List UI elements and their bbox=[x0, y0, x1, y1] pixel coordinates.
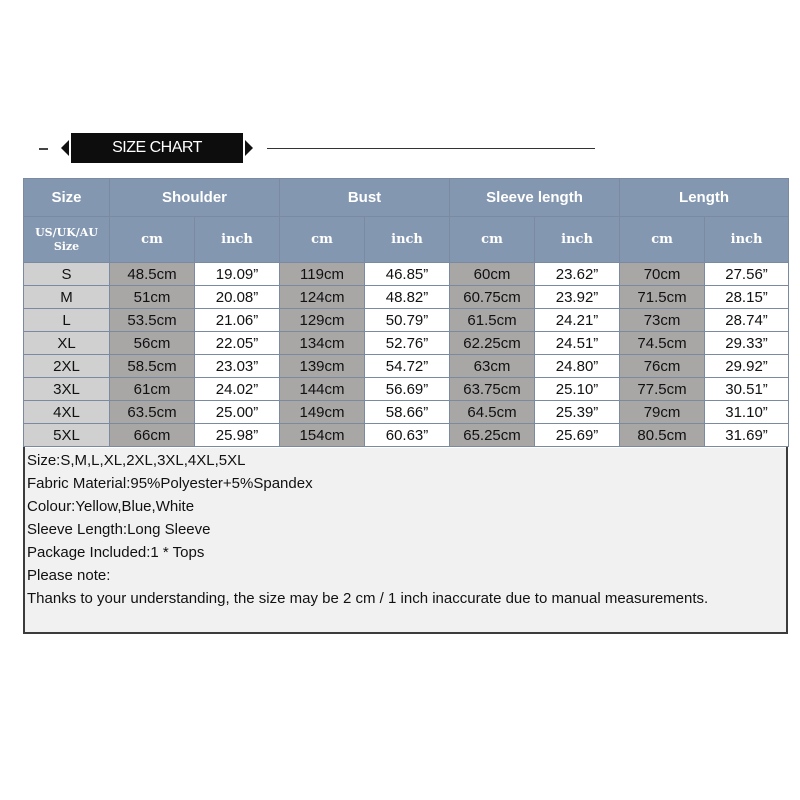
length-inch-cell: 28.74” bbox=[705, 309, 789, 332]
length-cm-cell: 71.5cm bbox=[620, 286, 705, 309]
bust-cm-cell: 129cm bbox=[280, 309, 365, 332]
shoulder-inch-cell: 24.02” bbox=[195, 378, 280, 401]
note-size-list: Size:S,M,L,XL,2XL,3XL,4XL,5XL bbox=[27, 452, 246, 469]
banner-left-arrow-icon bbox=[61, 140, 69, 156]
size-cell: 3XL bbox=[24, 378, 110, 401]
sleeve-cm-cell: 60cm bbox=[450, 263, 535, 286]
shoulder-cm-cell: 56cm bbox=[110, 332, 195, 355]
size-cell: 5XL bbox=[24, 424, 110, 447]
length-inch-cell: 30.51” bbox=[705, 378, 789, 401]
table-row bbox=[24, 332, 789, 355]
sleeve-inch-cell: 24.51” bbox=[535, 332, 620, 355]
sleeve-cm-cell: 65.25cm bbox=[450, 424, 535, 447]
banner-divider-line bbox=[267, 148, 595, 149]
bust-inch-cell: 50.79” bbox=[365, 309, 450, 332]
shoulder-cm-cell: 48.5cm bbox=[110, 263, 195, 286]
bust-cm-cell: 139cm bbox=[280, 355, 365, 378]
shoulder-cm-cell: 58.5cm bbox=[110, 355, 195, 378]
length-cm-cell: 70cm bbox=[620, 263, 705, 286]
banner-dash-decoration bbox=[39, 148, 48, 150]
length-cm-cell: 79cm bbox=[620, 401, 705, 424]
shoulder-inch-cell: 23.03” bbox=[195, 355, 280, 378]
note-disclaimer: Thanks to your understanding, the size may be 2 cm / 1 inch inaccurate due to manual measurements. bbox=[27, 590, 709, 607]
header-length: Length bbox=[620, 179, 789, 217]
bust-inch-cell: 48.82” bbox=[365, 286, 450, 309]
note-colour: Colour:Yellow,Blue,White bbox=[27, 498, 195, 515]
bust-inch-cell: 58.66” bbox=[365, 401, 450, 424]
table-row bbox=[24, 378, 789, 401]
length-cm-cell: 80.5cm bbox=[620, 424, 705, 447]
size-table bbox=[23, 178, 789, 447]
sleeve-cm-cell: 64.5cm bbox=[450, 401, 535, 424]
header-bust: Bust bbox=[280, 179, 450, 217]
bust-inch-cell: 56.69” bbox=[365, 378, 450, 401]
length-inch-cell: 31.10” bbox=[705, 401, 789, 424]
region-sub-label: Size bbox=[53, 239, 80, 253]
shoulder-cm-cell: 51cm bbox=[110, 286, 195, 309]
bust-cm-cell: 149cm bbox=[280, 401, 365, 424]
length-inch-cell: 28.15” bbox=[705, 286, 789, 309]
shoulder-inch-cell: 22.05” bbox=[195, 332, 280, 355]
sleeve-inch-cell: 24.21” bbox=[535, 309, 620, 332]
bust-cm-cell: 134cm bbox=[280, 332, 365, 355]
region-label: US/UK/AU bbox=[35, 225, 98, 239]
unit-inch: inch bbox=[535, 217, 620, 263]
bust-inch-cell: 60.63” bbox=[365, 424, 450, 447]
length-cm-cell: 77.5cm bbox=[620, 378, 705, 401]
bust-cm-cell: 144cm bbox=[280, 378, 365, 401]
size-cell: XL bbox=[24, 332, 110, 355]
table-row bbox=[24, 424, 789, 447]
sleeve-inch-cell: 25.39” bbox=[535, 401, 620, 424]
size-cell: S bbox=[24, 263, 110, 286]
shoulder-cm-cell: 53.5cm bbox=[110, 309, 195, 332]
size-chart-banner bbox=[0, 128, 800, 168]
header-region-size bbox=[24, 217, 110, 263]
bust-inch-cell: 52.76” bbox=[365, 332, 450, 355]
table-row bbox=[24, 309, 789, 332]
bust-cm-cell: 154cm bbox=[280, 424, 365, 447]
size-cell: 4XL bbox=[24, 401, 110, 424]
unit-inch: inch bbox=[365, 217, 450, 263]
length-inch-cell: 27.56” bbox=[705, 263, 789, 286]
product-notes bbox=[25, 448, 786, 632]
shoulder-cm-cell: 66cm bbox=[110, 424, 195, 447]
table-header-row bbox=[24, 179, 789, 217]
length-cm-cell: 74.5cm bbox=[620, 332, 705, 355]
unit-cm: cm bbox=[620, 217, 705, 263]
unit-cm: cm bbox=[280, 217, 365, 263]
note-sleeve: Sleeve Length:Long Sleeve bbox=[27, 521, 211, 538]
bust-inch-cell: 54.72” bbox=[365, 355, 450, 378]
bust-cm-cell: 124cm bbox=[280, 286, 365, 309]
page-title: SIZE CHART bbox=[71, 133, 243, 163]
length-inch-cell: 31.69” bbox=[705, 424, 789, 447]
bust-cm-cell: 119cm bbox=[280, 263, 365, 286]
note-please-note: Please note: bbox=[27, 567, 111, 584]
sleeve-cm-cell: 62.25cm bbox=[450, 332, 535, 355]
shoulder-inch-cell: 20.08” bbox=[195, 286, 280, 309]
table-row bbox=[24, 263, 789, 286]
table-row bbox=[24, 286, 789, 309]
unit-inch: inch bbox=[705, 217, 789, 263]
sleeve-inch-cell: 25.10” bbox=[535, 378, 620, 401]
sleeve-cm-cell: 60.75cm bbox=[450, 286, 535, 309]
sleeve-cm-cell: 63cm bbox=[450, 355, 535, 378]
note-fabric: Fabric Material:95%Polyester+5%Spandex bbox=[27, 475, 313, 492]
shoulder-cm-cell: 61cm bbox=[110, 378, 195, 401]
sleeve-inch-cell: 23.92” bbox=[535, 286, 620, 309]
table-row bbox=[24, 355, 789, 378]
header-shoulder: Shoulder bbox=[110, 179, 280, 217]
shoulder-inch-cell: 19.09” bbox=[195, 263, 280, 286]
length-inch-cell: 29.92” bbox=[705, 355, 789, 378]
banner-right-arrow-icon bbox=[245, 140, 253, 156]
unit-cm: cm bbox=[110, 217, 195, 263]
size-cell: M bbox=[24, 286, 110, 309]
sleeve-inch-cell: 25.69” bbox=[535, 424, 620, 447]
header-sleeve-length: Sleeve length bbox=[450, 179, 620, 217]
shoulder-inch-cell: 21.06” bbox=[195, 309, 280, 332]
table-row bbox=[24, 401, 789, 424]
table-unit-row bbox=[24, 217, 789, 263]
note-package: Package Included:1 * Tops bbox=[27, 544, 205, 561]
shoulder-inch-cell: 25.98” bbox=[195, 424, 280, 447]
length-cm-cell: 73cm bbox=[620, 309, 705, 332]
sleeve-inch-cell: 24.80” bbox=[535, 355, 620, 378]
sleeve-inch-cell: 23.62” bbox=[535, 263, 620, 286]
sleeve-cm-cell: 63.75cm bbox=[450, 378, 535, 401]
bust-inch-cell: 46.85” bbox=[365, 263, 450, 286]
header-size: Size bbox=[24, 179, 110, 217]
unit-cm: cm bbox=[450, 217, 535, 263]
size-cell: L bbox=[24, 309, 110, 332]
unit-inch: inch bbox=[195, 217, 280, 263]
size-cell: 2XL bbox=[24, 355, 110, 378]
length-cm-cell: 76cm bbox=[620, 355, 705, 378]
shoulder-cm-cell: 63.5cm bbox=[110, 401, 195, 424]
sleeve-cm-cell: 61.5cm bbox=[450, 309, 535, 332]
shoulder-inch-cell: 25.00” bbox=[195, 401, 280, 424]
length-inch-cell: 29.33” bbox=[705, 332, 789, 355]
